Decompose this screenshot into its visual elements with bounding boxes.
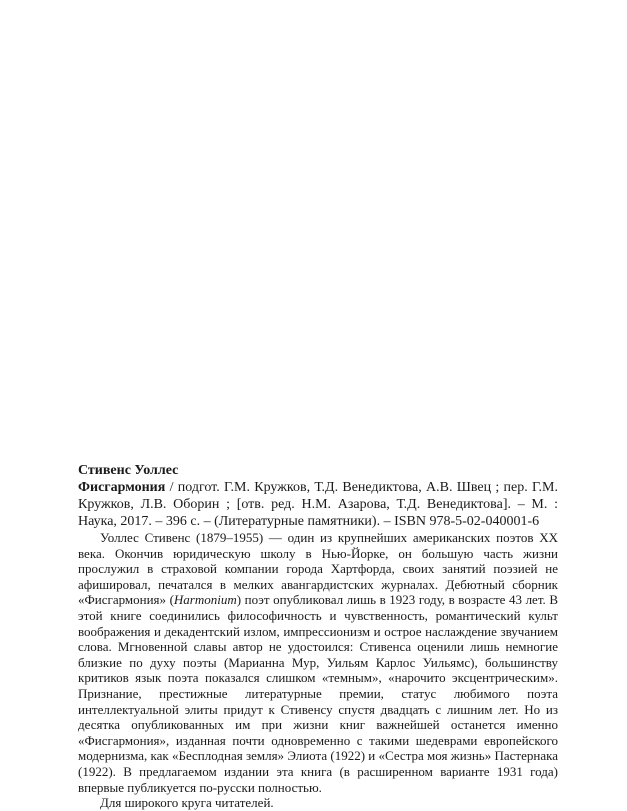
bibliographic-record [78,462,558,530]
audience-note: Для широкого круга читателей. [100,795,274,811]
annotation-paragraph [78,530,558,795]
annotation-text-1: Уоллес Стивенс (1879–1955) — один из крупнейших американских поэтов XX века. Окончив юридическую школу в Нью-Йорке, он большую часть жизни прослужил в страховой компании города Хартфорда, своих занятий поэзией не афишировал, печатался в мелких авангардистских журналах. Дебютный сборник «Фисгармония» ( [78,530,558,608]
record-details: / подгот. Г.М. Кружков, Т.Д. Венедиктова, А.В. Швец ; пер. Г.М. Кружков, Л.В. Оборин ; [отв. ред. Н.М. Азарова, Т.Д. Венедиктова]. – М. : Наука, 2017. – 396 с. – (Литературные памятники). – ISBN 978-5-02-040001-6 [78,480,558,529]
author-heading: Стивенс Уоллес [78,463,179,478]
book-title: Фисгармония [78,480,166,495]
annotation-text-2: ) поэт опубликовал лишь в 1923 году, в возрасте 43 лет. В этой книге соединились философичность и чувственность, романтический культ воображения и декадентский излом, импрессионизм и острое наслаждение звучанием слова. Мгновенной славы автор не удостоился: Стивенса оценили лишь немногие близкие по духу поэты (Марианна Мур, Уильям Карлос Уильямс), большинству критиков язык поэта показался слишком «темным», «нарочито эксцентрическим». Признание, престижные литературные премии, статус любимого поэта интеллектуальной элиты придут к Стивенсу спустя двадцать с лишним лет. Но из десятка опубликованных им при жизни книг важнейшей останется именно «Фисгармония», изданная почти одновременно с такими шедеврами европейского модернизма, как «Бесплодная земля» Элиота (1922) и «Сестра моя жизнь» Пастернака (1922). В предлагаемом издании эта книга (в расширенном варианте 1931 года) впервые публикуется по-русски полностью. [78,592,559,795]
annotation-original-title: Harmonium [173,592,237,608]
annotation [78,530,558,811]
